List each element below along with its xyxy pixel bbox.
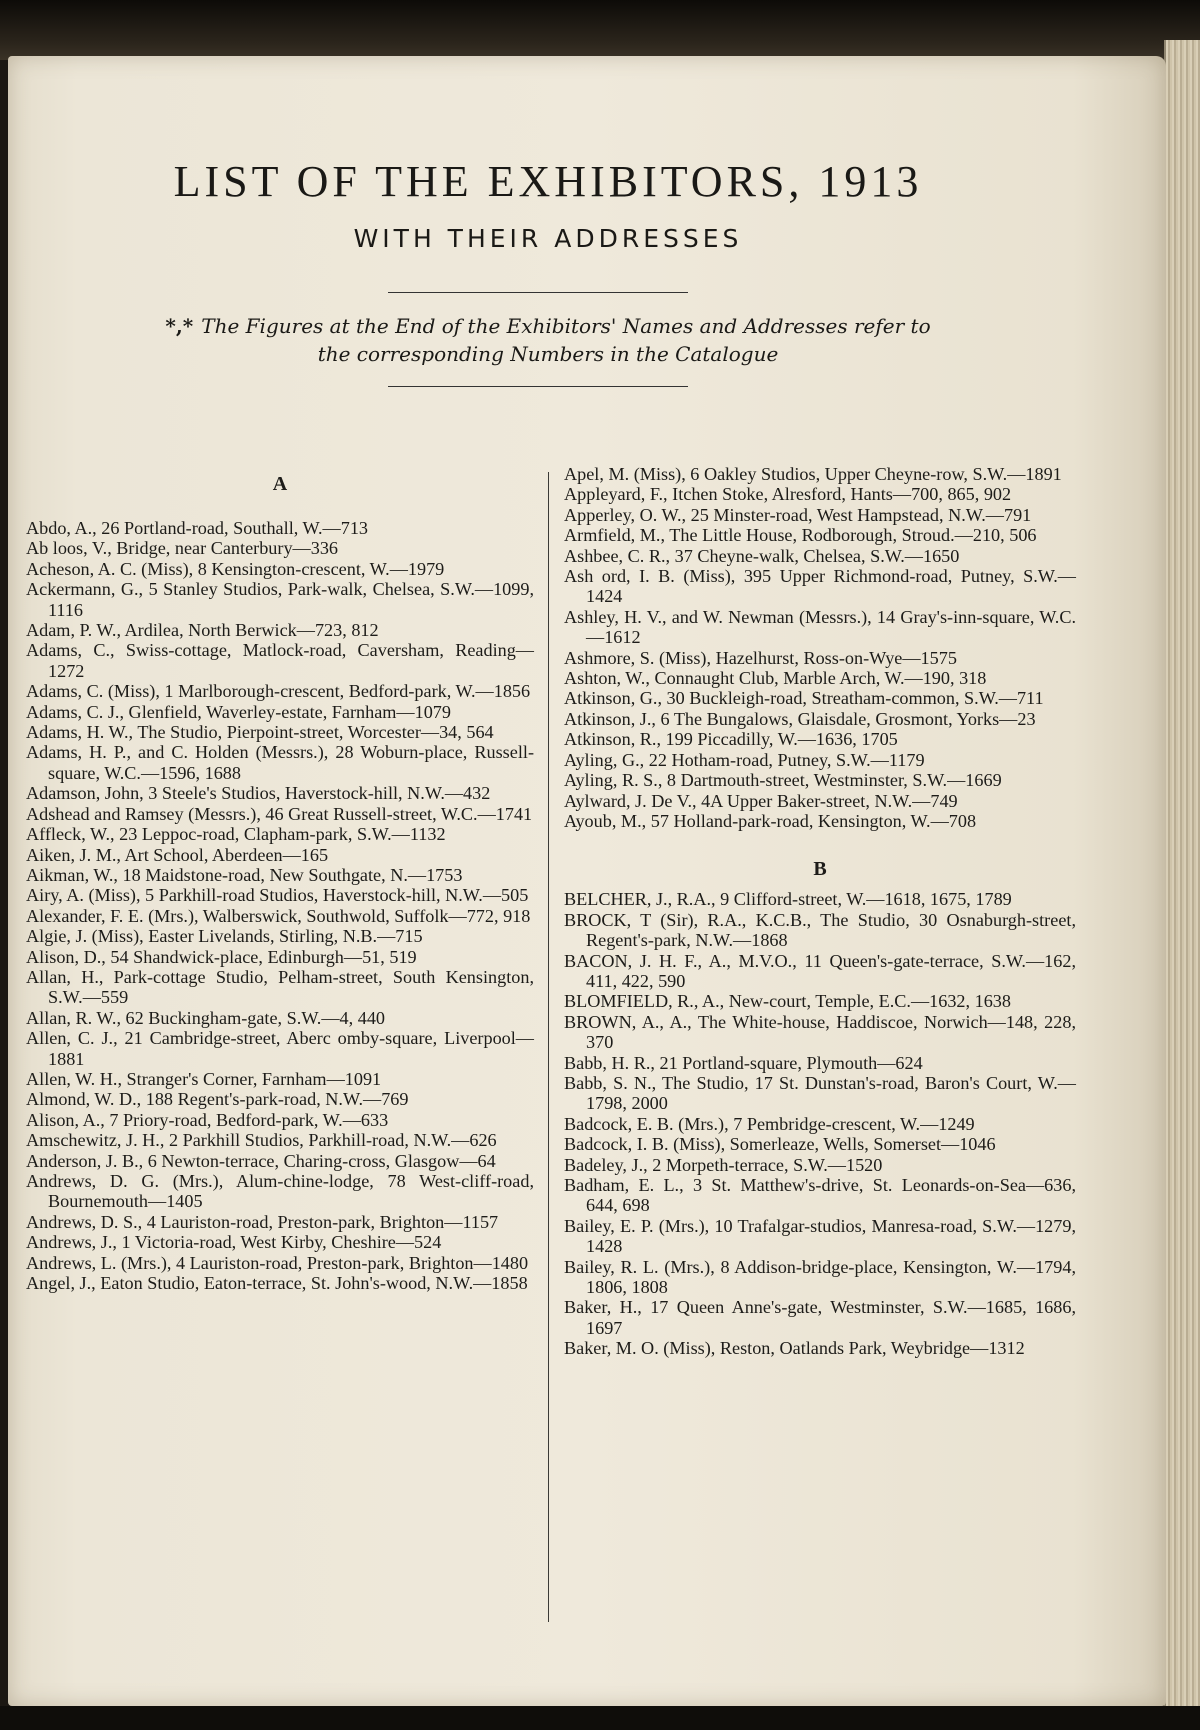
exhibitor-entry: Bailey, R. L. (Mrs.), 8 Addison-bridge-place, Kensington, W.—1794, 1806, 1808 bbox=[564, 1256, 1076, 1298]
exhibitor-entry: Allen, W. H., Stranger's Corner, Farnham—1091 bbox=[26, 1068, 382, 1089]
exhibitor-entry: Ab loos, V., Bridge, near Canterbury—336 bbox=[26, 538, 339, 559]
exhibitor-entry: Acheson, A. C. (Miss), 8 Kensington-crescent, W.—1979 bbox=[26, 558, 445, 579]
exhibitor-entry: BACON, J. H. F., A., M.V.O., 11 Queen's-gate-terrace, S.W.—162, 411, 422, 590 bbox=[564, 950, 1076, 991]
exhibitor-entry: Andrews, L. (Mrs.), 4 Lauriston-road, Preston-park, Brighton—1480 bbox=[26, 1252, 529, 1273]
page-subtitle: WITH THEIR ADDRESSES bbox=[353, 224, 743, 253]
exhibitor-list-a-left bbox=[26, 518, 534, 1293]
exhibitor-entry: Ash ord, I. B. (Miss), 395 Upper Richmond-road, Putney, S.W.—1424 bbox=[564, 566, 1076, 607]
exhibitor-entry: Alexander, F. E. (Mrs.), Walberswick, Southwold, Suffolk—772, 918 bbox=[26, 905, 531, 926]
exhibitor-entry: BELCHER, J., R.A., 9 Clifford-street, W.—1618, 1675, 1789 bbox=[564, 889, 1012, 910]
exhibitor-entry: Bailey, E. P. (Mrs.), 10 Trafalgar-studios, Manresa-road, S.W.—1279, 1428 bbox=[564, 1215, 1076, 1257]
note-line-2: the corresponding Numbers in the Catalogue bbox=[317, 342, 779, 366]
exhibitor-entry: Badham, E. L., 3 St. Matthew's-drive, St. Leonards-on-Sea—636, 644, 698 bbox=[564, 1175, 1076, 1216]
exhibitor-entry: Aiken, J. M., Art School, Aberdeen—165 bbox=[26, 844, 329, 865]
exhibitor-entry: Ashley, H. V., and W. Newman (Messrs.), 14 Gray's-inn-square, W.C.—1612 bbox=[564, 606, 1076, 648]
exhibitor-entry: Amschewitz, J. H., 2 Parkhill Studios, Parkhill-road, N.W.—626 bbox=[26, 1130, 497, 1151]
exhibitor-entry: Anderson, J. B., 6 Newton-terrace, Charing-cross, Glasgow—64 bbox=[26, 1150, 496, 1171]
exhibitor-entry: Adams, H. P., and C. Holden (Messrs.), 28 Woburn-place, Russell-square, W.C.—1596, 1688 bbox=[26, 742, 534, 783]
exhibitor-entry: Baker, H., 17 Queen Anne's-gate, Westminster, S.W.—1685, 1686, 1697 bbox=[564, 1297, 1076, 1338]
exhibitor-entry: Baker, M. O. (Miss), Reston, Oatlands Park, Weybridge—1312 bbox=[564, 1338, 1025, 1359]
note-mark: *,* bbox=[165, 314, 194, 338]
exhibitor-entry: Andrews, D. G. (Mrs.), Alum-chine-lodge, 78 West-cliff-road, Bournemouth—1405 bbox=[26, 1171, 534, 1212]
page-title: LIST OF THE EXHIBITORS, 1913 bbox=[173, 157, 923, 206]
exhibitor-entry: Andrews, J., 1 Victoria-road, West Kirby, Cheshire—524 bbox=[26, 1232, 442, 1253]
exhibitor-entry: Allan, H., Park-cottage Studio, Pelham-street, South Kensington, S.W.—559 bbox=[26, 966, 534, 1008]
exhibitor-entry: Adamson, John, 3 Steele's Studios, Haverstock-hill, N.W.—432 bbox=[26, 783, 491, 804]
exhibitor-entry: Apel, M. (Miss), 6 Oakley Studios, Upper Cheyne-row, S.W.—1891 bbox=[564, 464, 1062, 484]
exhibitor-entry: Alison, D., 54 Shandwick-place, Edinburgh—51, 519 bbox=[26, 946, 417, 967]
exhibitor-entry: Apperley, O. W., 25 Minster-road, West Hampstead, N.W.—791 bbox=[564, 504, 1032, 525]
exhibitor-entry: Ashmore, S. (Miss), Hazelhurst, Ross-on-Wye—1575 bbox=[564, 647, 957, 668]
exhibitor-entry: Adams, C. J., Glenfield, Waverley-estate, Farnham—1079 bbox=[26, 701, 451, 722]
exhibitor-entry: Babb, S. N., The Studio, 17 St. Dunstan's-road, Baron's Court, W.—1798, 2000 bbox=[564, 1072, 1076, 1114]
exhibitor-entry: Badeley, J., 2 Morpeth-terrace, S.W.—1520 bbox=[564, 1154, 883, 1175]
exhibitor-list-b bbox=[564, 889, 1076, 1358]
exhibitor-entry: BLOMFIELD, R., A., New-court, Temple, E.C.—1632, 1638 bbox=[564, 991, 1011, 1012]
exhibitor-entry: Almond, W. D., 188 Regent's-park-road, N.W.—769 bbox=[26, 1089, 409, 1110]
exhibitor-entry: Angel, J., Eaton Studio, Eaton-terrace, St. John's-wood, N.W.—1858 bbox=[26, 1273, 528, 1294]
exhibitor-entry: Ackermann, G., 5 Stanley Studios, Park-walk, Chelsea, S.W.—1099, 1116 bbox=[26, 579, 534, 620]
exhibitor-entry: Badcock, I. B. (Miss), Somerleaze, Wells, Somerset—1046 bbox=[564, 1134, 996, 1155]
exhibitor-entry: Aylward, J. De V., 4A Upper Baker-street, N.W.—749 bbox=[564, 790, 958, 811]
exhibitor-entry: Ayoub, M., 57 Holland-park-road, Kensington, W.—708 bbox=[564, 810, 977, 831]
exhibitor-entry: Adam, P. W., Ardilea, North Berwick—723, 812 bbox=[26, 620, 379, 641]
exhibitor-entry: Allen, C. J., 21 Cambridge-street, Aberc omby-square, Liverpool—1881 bbox=[26, 1028, 534, 1069]
exhibitor-entry: Alison, A., 7 Priory-road, Bedford-park, W.—633 bbox=[26, 1109, 389, 1130]
exhibitor-entry: Atkinson, J., 6 The Bungalows, Glaisdale, Grosmont, Yorks—23 bbox=[564, 708, 1036, 729]
note-line-1 bbox=[98, 312, 998, 340]
exhibitor-entry: BROWN, A., A., The White-house, Haddiscoe, Norwich—148, 228, 370 bbox=[564, 1011, 1076, 1053]
exhibitor-entry: Ayling, R. S., 8 Dartmouth-street, Westminster, S.W.—1669 bbox=[564, 770, 1002, 791]
exhibitor-entry: Armfield, M., The Little House, Rodborough, Stroud.—210, 506 bbox=[564, 525, 1037, 546]
exhibitor-entry: Algie, J. (Miss), Easter Livelands, Stirling, N.B.—715 bbox=[26, 926, 423, 947]
exhibitor-entry: Ashton, W., Connaught Club, Marble Arch, W.—190, 318 bbox=[564, 668, 987, 689]
top-rule bbox=[388, 292, 688, 293]
column-divider bbox=[548, 472, 549, 1622]
page-edges bbox=[1164, 40, 1200, 1720]
exhibitor-entry: Adams, C., Swiss-cottage, Matlock-road, Caversham, Reading—1272 bbox=[26, 640, 534, 681]
exhibitor-entry: Atkinson, R., 199 Piccadilly, W.—1636, 1705 bbox=[564, 729, 898, 750]
exhibitor-entry: BROCK, T (Sir), R.A., K.C.B., The Studio, 30 Osnaburgh-street, Regent's-park, N.W.—1868 bbox=[564, 909, 1076, 951]
exhibitor-list-a-right bbox=[564, 464, 1076, 831]
note-line-1-text: The Figures at the End of the Exhibitors' Names and Addresses refer to bbox=[201, 314, 931, 338]
exhibitor-entry: Affleck, W., 23 Leppoc-road, Clapham-park, S.W.—1132 bbox=[26, 824, 446, 845]
exhibitor-entry: Ashbee, C. R., 37 Cheyne-walk, Chelsea, S.W.—1650 bbox=[564, 545, 960, 566]
right-column bbox=[564, 464, 1076, 1359]
book-cover-top bbox=[0, 0, 1200, 60]
section-heading-a: A bbox=[272, 473, 288, 495]
bottom-rule bbox=[388, 386, 688, 387]
exhibitor-entry: Airy, A. (Miss), 5 Parkhill-road Studios, Haverstock-hill, N.W.—505 bbox=[26, 885, 529, 906]
exhibitor-entry: Appleyard, F., Itchen Stoke, Alresford, Hants—700, 865, 902 bbox=[564, 484, 1012, 505]
section-spacer bbox=[564, 831, 1076, 849]
exhibitor-entry: Ayling, G., 22 Hotham-road, Putney, S.W.—1179 bbox=[564, 749, 925, 770]
book-cover-bottom bbox=[0, 1706, 1200, 1730]
exhibitor-entry: Badcock, E. B. (Mrs.), 7 Pembridge-crescent, W.—1249 bbox=[564, 1113, 975, 1134]
catalogue-note bbox=[98, 312, 998, 368]
left-column bbox=[26, 464, 534, 1293]
exhibitor-entry: Atkinson, G., 30 Buckleigh-road, Streatham-common, S.W.—711 bbox=[564, 688, 1044, 709]
exhibitor-entry: Adams, C. (Miss), 1 Marlborough-crescent, Bedford-park, W.—1856 bbox=[26, 681, 531, 702]
book-page bbox=[8, 56, 1166, 1706]
exhibitor-entry: Babb, H. R., 21 Portland-square, Plymouth—624 bbox=[564, 1052, 923, 1073]
exhibitor-entry: Abdo, A., 26 Portland-road, Southall, W.—713 bbox=[26, 518, 369, 538]
section-heading-b: B bbox=[813, 858, 827, 881]
exhibitor-entry: Adams, H. W., The Studio, Pierpoint-street, Worcester—34, 564 bbox=[26, 722, 494, 743]
exhibitor-entry: Andrews, D. S., 4 Lauriston-road, Preston-park, Brighton—1157 bbox=[26, 1211, 499, 1232]
exhibitor-entry: Adshead and Ramsey (Messrs.), 46 Great Russell-street, W.C.—1741 bbox=[26, 803, 533, 824]
exhibitor-entry: Aikman, W., 18 Maidstone-road, New Southgate, N.—1753 bbox=[26, 864, 463, 885]
exhibitor-entry: Allan, R. W., 62 Buckingham-gate, S.W.—4, 440 bbox=[26, 1007, 386, 1028]
